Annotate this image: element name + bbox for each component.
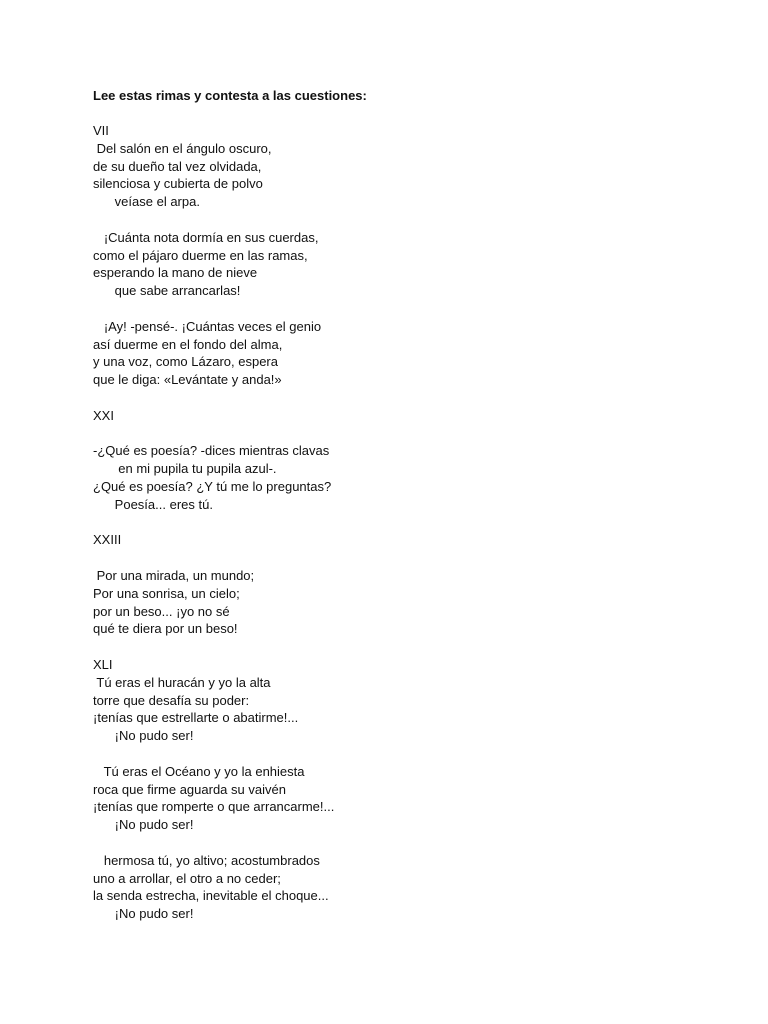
poem-line: que le diga: «Levántate y anda!» (93, 372, 282, 388)
poem-line: como el pájaro duerme en las ramas, (93, 247, 308, 263)
poem-line: veíase el arpa. (93, 194, 200, 210)
poem-line: XLI (93, 657, 113, 672)
poem-line: ¡No pudo ser! (93, 817, 194, 833)
document-title: Lee estas rimas y contesta a las cuestiones: (93, 88, 367, 103)
poem-line: esperando la mano de nieve (93, 265, 258, 281)
poem-line: uno a arrollar, el otro a no ceder; (93, 870, 281, 886)
poem-line: roca que firme aguarda su vaivén (93, 781, 286, 797)
poem-line: hermosa tú, yo altivo; acostumbrados (93, 852, 320, 868)
poem-line: -¿Qué es poesía? -dices mientras clavas (93, 443, 330, 459)
poem-line: torre que desafía su poder: (93, 692, 250, 708)
poem-line: la senda estrecha, inevitable el choque... (93, 888, 329, 904)
poem-line: ¡Cuánta nota dormía en sus cuerdas, (93, 229, 319, 245)
poem-line: ¡tenías que romperte o que arrancarme!... (93, 799, 335, 815)
poem-line: Tú eras el huracán y yo la alta (93, 674, 271, 690)
poem-line: ¡No pudo ser! (93, 906, 194, 922)
poem-line: Del salón en el ángulo oscuro, (93, 140, 272, 156)
poem-line: XXI (93, 407, 114, 423)
poem-line: Por una mirada, un mundo; (93, 568, 255, 583)
poem-line: Tú eras el Océano y yo la enhiesta (93, 763, 305, 779)
poem-line: Por una sonrisa, un cielo; (93, 585, 240, 601)
poem-line: ¡No pudo ser! (93, 728, 194, 744)
poem-line: en mi pupila tu pupila azul-. (93, 461, 277, 477)
poem-line: así duerme en el fondo del alma, (93, 336, 283, 352)
poem-line: ¿Qué es poesía? ¿Y tú me lo preguntas? (93, 479, 332, 494)
poem-line: de su dueño tal vez olvidada, (93, 158, 262, 174)
poem-line: silenciosa y cubierta de polvo (93, 176, 263, 192)
poem-line: Poesía... eres tú. (93, 496, 213, 512)
poem-line: que sabe arrancarlas! (93, 283, 241, 299)
poem-line: y una voz, como Lázaro, espera (93, 354, 278, 370)
poem-line: por un beso... ¡yo no sé (93, 603, 230, 619)
poem-line: qué te diera por un beso! (93, 621, 238, 637)
poem-line: XXIII (93, 532, 122, 548)
poem-line: ¡tenías que estrellarte o abatirme!... (93, 710, 299, 726)
poem-line: VII (93, 123, 109, 138)
poem-line: ¡Ay! -pensé-. ¡Cuántas veces el genio (93, 318, 322, 334)
